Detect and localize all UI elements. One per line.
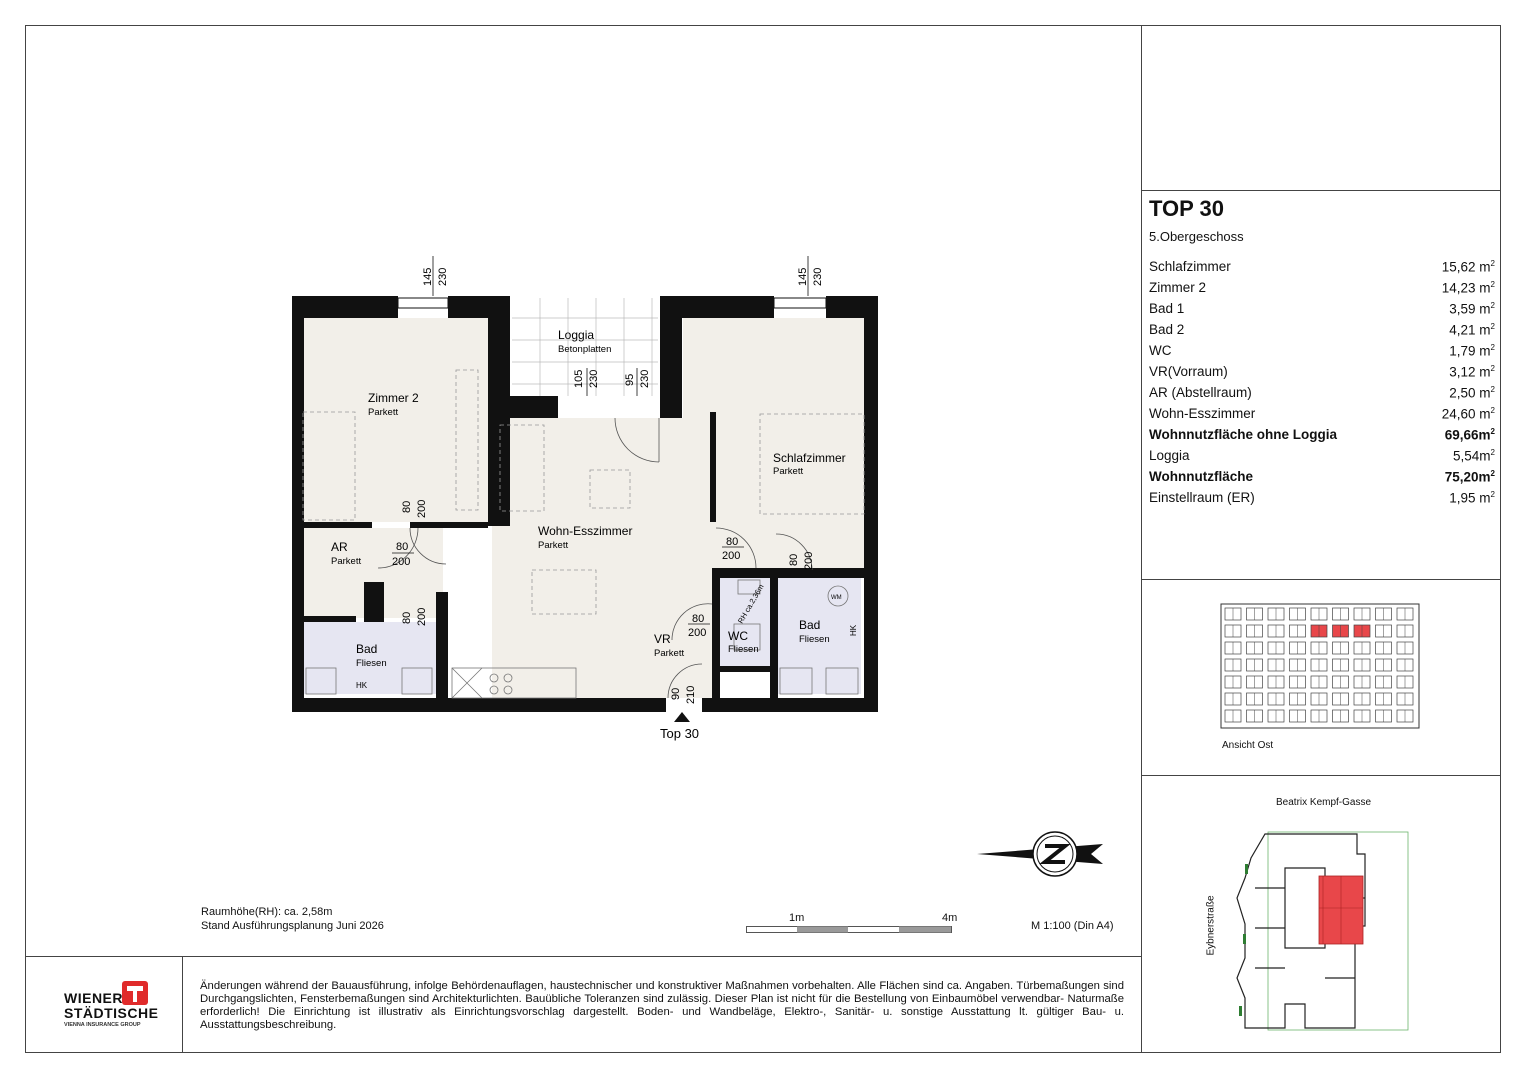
- area-value-wrap: [1449, 343, 1495, 359]
- area-value-wrap: [1449, 385, 1495, 401]
- logo-text-1: WIENER: [64, 990, 123, 1006]
- north-arrow: [975, 828, 1105, 882]
- zimmer2-name: Zimmer 2: [368, 391, 419, 405]
- area-value: 14,23 m: [1441, 280, 1491, 296]
- dim-wca: 80: [692, 613, 705, 625]
- area-value-wrap: [1449, 301, 1495, 317]
- wm-label: WM: [831, 595, 842, 601]
- zimmer2-floor-label: Parkett: [368, 407, 399, 418]
- area-value: 1,79 m: [1449, 343, 1491, 359]
- unit-title: TOP 30: [1149, 196, 1225, 221]
- area-unit-exponent: 2: [1490, 280, 1495, 289]
- ar-name: AR: [331, 540, 348, 554]
- dim-l1a: 105: [573, 369, 585, 388]
- elevation-caption: Ansicht Ost: [1222, 740, 1274, 751]
- logo-emblem: [121, 980, 149, 1006]
- dim-w1b: 230: [437, 267, 449, 286]
- vr-name: VR: [654, 632, 671, 646]
- area-unit-exponent: 2: [1490, 490, 1495, 499]
- scalebar: [746, 926, 952, 934]
- area-value-wrap: [1449, 490, 1495, 506]
- dim-b1b: 200: [416, 607, 428, 626]
- area-label: VR(Vorraum): [1149, 364, 1228, 379]
- area-label: Wohnnutzfläche ohne Loggia: [1149, 427, 1337, 442]
- area-value-wrap: [1449, 364, 1495, 380]
- ar-floor-label: Parkett: [331, 556, 362, 567]
- area-value-wrap: [1442, 280, 1495, 296]
- floor-plan: [280, 255, 900, 755]
- area-label: Wohnnutzfläche: [1149, 469, 1253, 484]
- dim-wcb: 200: [688, 627, 707, 639]
- area-row: [1149, 259, 1495, 275]
- unit-floor: 5.Obergeschoss: [1149, 229, 1244, 244]
- area-label: Wohn-Esszimmer: [1149, 406, 1256, 421]
- bad1-floor-label: Fliesen: [356, 658, 387, 669]
- dim-b1a: 80: [401, 611, 413, 624]
- dim-z2a: 80: [401, 500, 413, 513]
- logo-text-3: VIENNA INSURANCE GROUP: [64, 1022, 141, 1028]
- area-row: [1149, 448, 1495, 464]
- area-unit-exponent: 2: [1490, 448, 1495, 457]
- wc-floor-label: Fliesen: [728, 644, 759, 655]
- loggia-floor-label: Betonplatten: [558, 344, 612, 355]
- zimmer2-floor: [303, 318, 488, 522]
- area-unit-exponent: 2: [1490, 301, 1495, 310]
- area-value: 4,21 m: [1449, 322, 1491, 338]
- street-top: Beatrix Kempf-Gasse: [1276, 797, 1372, 808]
- area-label: Schlafzimmer: [1149, 259, 1231, 274]
- area-unit-exponent: 2: [1490, 364, 1495, 373]
- site-plan: [1225, 828, 1410, 1034]
- area-value: 3,59 m: [1449, 301, 1491, 317]
- scalebar-label-1m: 1m: [789, 912, 805, 924]
- area-value-wrap: [1445, 427, 1495, 443]
- schlaf-floor-label: Parkett: [773, 466, 804, 477]
- area-value-wrap: [1445, 469, 1495, 485]
- area-row: [1149, 385, 1495, 401]
- area-value-wrap: [1442, 259, 1495, 275]
- dim-sza: 80: [726, 536, 739, 548]
- area-value: 75,20m: [1444, 469, 1491, 485]
- area-unit-exponent: 2: [1490, 427, 1495, 436]
- hk-label-2: HK: [849, 624, 858, 636]
- area-value-wrap: [1453, 448, 1495, 464]
- dim-b2a: 80: [788, 553, 800, 566]
- area-value: 1,95 m: [1449, 490, 1491, 506]
- dim-w2b: 230: [812, 267, 824, 286]
- divider-logo: [182, 956, 183, 1053]
- divider-info-top: [1141, 190, 1501, 191]
- area-value: 5,54m: [1453, 448, 1491, 464]
- dim-l2b: 230: [639, 369, 651, 388]
- area-unit-exponent: 2: [1490, 406, 1495, 415]
- status-note: Stand Ausführungsplanung Juni 2026: [201, 920, 384, 932]
- area-row: [1149, 322, 1495, 338]
- area-unit-exponent: 2: [1490, 385, 1495, 394]
- divider-footer: [25, 956, 1141, 957]
- area-label: Loggia: [1149, 448, 1190, 463]
- scale-note: M 1:100 (Din A4): [1031, 920, 1114, 932]
- area-value-wrap: [1449, 322, 1495, 338]
- dim-szb: 200: [722, 550, 741, 562]
- room-height-note: Raumhöhe(RH): ca. 2,58m: [201, 906, 333, 918]
- area-label: Einstellraum (ER): [1149, 490, 1255, 505]
- area-unit-exponent: 2: [1490, 343, 1495, 352]
- area-label: WC: [1149, 343, 1172, 358]
- area-label: Zimmer 2: [1149, 280, 1206, 295]
- area-row: [1149, 427, 1495, 443]
- disclaimer-text: Änderungen während der Bauausführung, infolge Behördenauflagen, haustechnischer und konstruktiver Maßnahmen vorbehalten. Alle Flächen sind ca. Angaben. Türbemaßungen sind Durchgangslichten, Fensterbemaßungen sind Architekturlichten. Bauübliche Toleranzen sind zulässig. Dieser Plan ist nicht für die Bestellung von Einbaumöbel verwendbar- Naturmaße erforderlich! Die Einrichtung ist illustrativ als Einrichtungsvorschlag dargestellt. Boden- und Wandbeläge, Elektro-, Sanitär- u. sonstige Ausstattung lt. gültiger Bau- u. Ausstattungsbeschreibung.: [200, 980, 1124, 1031]
- hk-label-1: HK: [356, 681, 368, 690]
- dim-l2a: 95: [624, 373, 636, 386]
- area-row: [1149, 280, 1495, 296]
- scalebar-label-4m: 4m: [942, 912, 958, 924]
- area-value: 2,50 m: [1449, 385, 1491, 401]
- divider-right-panel: [1141, 25, 1142, 1053]
- area-unit-exponent: 2: [1490, 259, 1495, 268]
- vr-floor-label: Parkett: [654, 648, 685, 659]
- entrance-marker: [674, 712, 690, 722]
- area-row: [1149, 469, 1495, 485]
- dim-z2b: 200: [416, 499, 428, 518]
- dim-l1b: 230: [588, 369, 600, 388]
- bad1-name: Bad: [356, 642, 378, 656]
- area-value: 15,62 m: [1441, 259, 1491, 275]
- dim-ena: 90: [670, 687, 682, 700]
- dim-b2b: 200: [803, 551, 815, 570]
- area-row: [1149, 343, 1495, 359]
- schlaf-name: Schlafzimmer: [773, 451, 846, 465]
- street-left: Eybnerstraße: [1205, 895, 1217, 956]
- loggia-name: Loggia: [558, 328, 595, 342]
- area-row: [1149, 301, 1495, 317]
- area-value: 3,12 m: [1449, 364, 1491, 380]
- area-value: 24,60 m: [1441, 406, 1491, 422]
- building-elevation: [1215, 600, 1425, 732]
- area-value-wrap: [1442, 406, 1495, 422]
- dim-enb: 210: [685, 685, 697, 704]
- dim-arb: 200: [392, 556, 411, 568]
- dim-w2a: 145: [797, 267, 809, 286]
- area-label: Bad 1: [1149, 301, 1185, 316]
- logo-text-2: STÄDTISCHE: [64, 1005, 159, 1021]
- area-label: Bad 2: [1149, 322, 1185, 337]
- wc-name: WC: [728, 629, 748, 643]
- bad2-name: Bad: [799, 618, 821, 632]
- dim-w1a: 145: [422, 267, 434, 286]
- bad2-floor-label: Fliesen: [799, 634, 830, 645]
- wohn-floor-label: Parkett: [538, 540, 569, 551]
- area-label: AR (Abstellraum): [1149, 385, 1252, 400]
- area-row: [1149, 364, 1495, 380]
- area-unit-exponent: 2: [1490, 322, 1495, 331]
- area-row: [1149, 490, 1495, 506]
- area-row: [1149, 406, 1495, 422]
- dim-ara: 80: [396, 541, 409, 553]
- rh-note: RH ca.2,36m: [735, 582, 766, 625]
- divider-elevation-bottom: [1141, 775, 1501, 776]
- area-unit-exponent: 2: [1490, 469, 1495, 478]
- wohn-name: Wohn-Esszimmer: [538, 524, 633, 538]
- entrance-label: Top 30: [660, 726, 700, 741]
- divider-info-bottom: [1141, 579, 1501, 580]
- area-value: 69,66m: [1444, 427, 1491, 443]
